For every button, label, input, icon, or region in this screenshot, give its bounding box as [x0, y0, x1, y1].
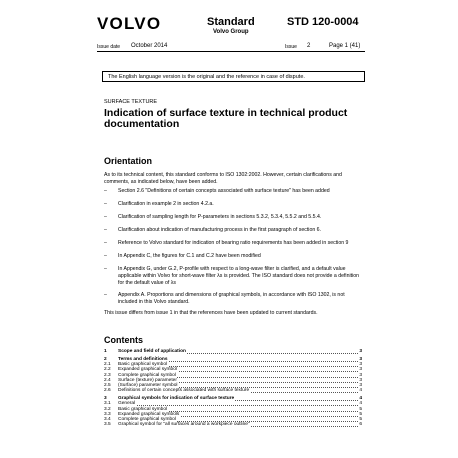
toc-label: Complete graphical symbol: [118, 417, 176, 422]
issue-value: 2: [307, 43, 311, 49]
toc-row[interactable]: [104, 422, 362, 428]
toc-label: Graphical symbols for indication of surface texture: [118, 396, 235, 402]
toc-page: 4: [359, 396, 362, 402]
toc-label: Expanded graphical symbol: [118, 367, 177, 373]
toc-label: General: [118, 401, 136, 407]
standard-label: Standard: [207, 16, 255, 28]
issue-date-label: Issue date: [97, 44, 121, 50]
toc-label: Surface (texture) parameter: [118, 377, 177, 383]
toc-page: 5: [359, 417, 362, 422]
dash-marker: –: [104, 227, 107, 233]
toc-number: 3.3: [104, 411, 111, 417]
toc-number: 2.4: [104, 377, 111, 383]
orientation-closing: This issue differs from issue 1 in that the references have been updated to current standards.: [104, 310, 318, 316]
bullet-text: Clarification about indication of manufacturing process in the first paragraph of section 6.: [118, 227, 322, 233]
toc-number: 1: [104, 349, 107, 354]
toc-label: Graphical symbol for "all surfaces around a workpiece outline": [118, 422, 250, 428]
toc-page: 6: [359, 422, 362, 428]
toc-page: 5: [359, 406, 362, 412]
toc-page: 3: [359, 372, 362, 378]
toc-number: 2.2: [104, 367, 111, 373]
dash-marker: –: [104, 292, 107, 298]
toc-label: Basic graphical symbol: [118, 362, 168, 368]
toc-number: 2.1: [104, 362, 111, 368]
header-divider: [97, 51, 365, 52]
toc-number: 2.6: [104, 388, 111, 394]
issue-date-value: October 2014: [131, 43, 168, 49]
toc-label: Terms and definitions: [118, 357, 168, 362]
toc-number: 3.1: [104, 401, 111, 407]
bullet-text: Section 2.6 "Definitions of certain concepts associated with surface texture" has been added: [118, 188, 330, 194]
bullet-text: Appendix A. Proportions and dimensions of graphical symbols, in accordance with ISO 1302, is not included in this Volvo standard.: [118, 292, 345, 305]
section-label: SURFACE TEXTURE: [104, 99, 158, 105]
dash-marker: –: [104, 214, 107, 220]
document-title: Indication of surface texture in technical product documentation: [104, 107, 348, 130]
orientation-intro: As to its technical content, this standard conforms to ISO 1302:2002. However, certain clarifications and comments, as indicated below, have been added.: [104, 172, 342, 185]
toc-page: 3: [359, 377, 362, 383]
dash-marker: –: [104, 188, 107, 194]
toc-label: Scope and field of application: [118, 349, 186, 354]
dash-marker: –: [104, 266, 107, 272]
toc-page: 3: [359, 357, 362, 362]
bullet-text: In Appendix G, under G.2, P-profile with respect to a long-wave filter is clarified, and a default value applicable within Volvo for short-wave filter λs is provided. The ISO standard does not provide a definition for the default value of λs: [118, 266, 359, 286]
toc-page: 3: [359, 383, 362, 388]
group-label: Volvo Group: [213, 29, 249, 35]
language-notice: The English language version is the original and the reference in case of dispute.: [102, 71, 365, 82]
toc-number: 3.2: [104, 406, 111, 412]
contents-heading: Contents: [104, 335, 143, 345]
toc-number: 2.3: [104, 372, 111, 378]
bullet-text: Clarification in example 2 in section 4.2.a.: [118, 201, 214, 207]
toc-label: Complete graphical symbol: [118, 372, 176, 378]
toc-number: 2.5: [104, 383, 111, 388]
volvo-logo: VOLVO: [97, 14, 162, 33]
toc-label: Basic graphical symbol: [118, 406, 168, 412]
toc-page: 3: [359, 349, 362, 354]
toc-page: 3: [359, 362, 362, 368]
toc-page: 5: [359, 411, 362, 417]
toc-label: Definitions of certain concepts associated with surface texture: [118, 388, 250, 394]
bullet-text: Clarification of sampling length for P-parameters in sections 5.3.2, 5.3.4, 5.5.2 and 5.5.4.: [118, 214, 322, 220]
toc-number: 3.5: [104, 422, 111, 428]
bullet-text: In Appendix C, the figures for C.1 and C.2 have been modified: [118, 253, 261, 259]
toc-row[interactable]: [104, 388, 362, 394]
toc-page: 3: [359, 367, 362, 373]
dash-marker: –: [104, 253, 107, 259]
toc-label: Expanded graphical symbols: [118, 411, 180, 417]
toc-page: 4: [359, 388, 362, 394]
toc-page: 4: [359, 401, 362, 407]
toc-label: (Surface) parameter symbol: [118, 383, 178, 388]
dash-marker: –: [104, 201, 107, 207]
standard-number: STD 120-0004: [287, 16, 359, 28]
orientation-heading: Orientation: [104, 156, 153, 166]
toc-number: 2: [104, 357, 107, 362]
page-number: Page 1 (41): [329, 43, 361, 49]
bullet-text: Reference to Volvo standard for indication of bearing ratio requirements has been added in section 9: [118, 240, 349, 246]
toc-row[interactable]: [104, 349, 362, 355]
toc-number: 3.4: [104, 417, 111, 422]
dash-marker: –: [104, 240, 107, 246]
toc-number: 3: [104, 396, 107, 402]
issue-label: Issue: [285, 44, 297, 50]
